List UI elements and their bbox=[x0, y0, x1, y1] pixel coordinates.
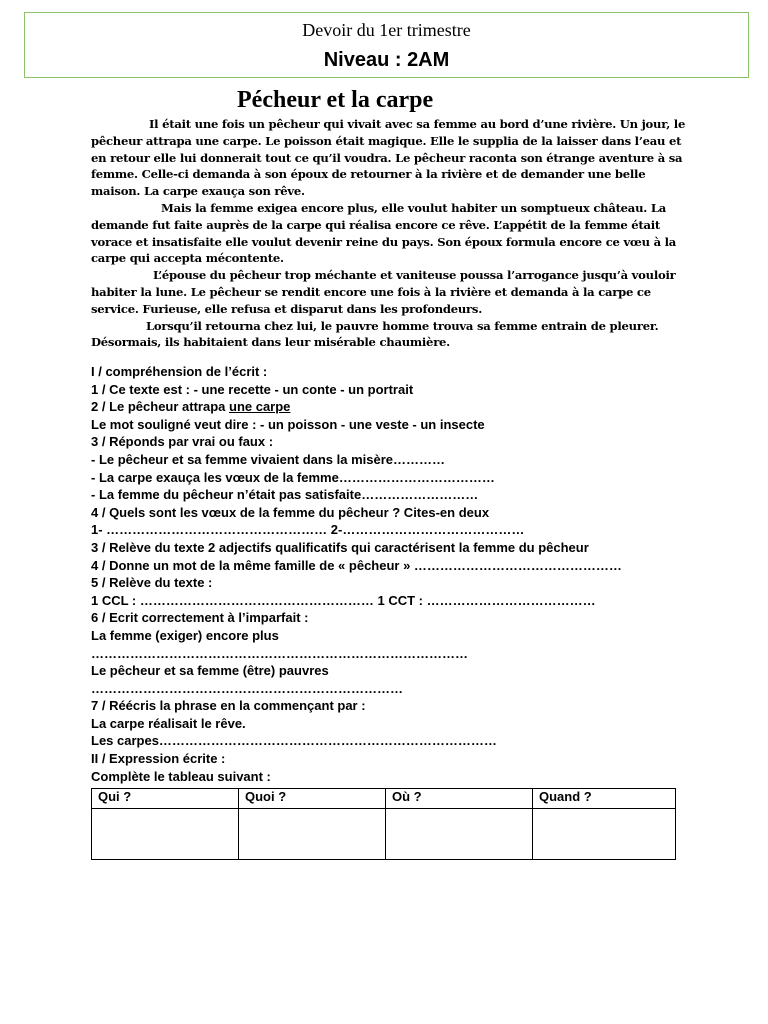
question-line: - La femme du pêcheur n’était pas satisfaite……………………… bbox=[91, 487, 479, 503]
question-line: Le pêcheur et sa femme (être) pauvres bbox=[91, 663, 329, 679]
section-heading: I / compréhension de l’écrit : bbox=[91, 364, 268, 379]
question-line: Le mot souligné veut dire : - un poisson - une veste - un insecte bbox=[91, 416, 485, 432]
table-cell[interactable] bbox=[533, 809, 676, 860]
header-box bbox=[24, 12, 749, 78]
questions-section bbox=[91, 363, 691, 785]
table-header-cell: Quand ? bbox=[533, 789, 676, 809]
section-heading: II / Expression écrite : bbox=[91, 751, 226, 767]
assignment-title: Devoir du 1er trimestre bbox=[302, 20, 471, 40]
table-header-row bbox=[92, 789, 676, 809]
answer-line: Les carpes…………………………………………………………………… bbox=[91, 733, 497, 749]
question-line: 6 / Ecrit correctement à l’imparfait : bbox=[91, 610, 309, 626]
answer-line: …………………………………………………………………………… bbox=[91, 645, 468, 661]
table-cell[interactable] bbox=[92, 809, 239, 860]
answer-line: 1- …………………………………………… 2-…………………………………… bbox=[91, 522, 525, 538]
question-line: - Le pêcheur et sa femme vivaient dans la misère………… bbox=[91, 451, 446, 467]
question-line: Complète le tableau suivant : bbox=[91, 768, 271, 784]
table-cell[interactable] bbox=[239, 809, 386, 860]
question-line: 4 / Donne un mot de la même famille de « pêcheur » ………………………………………… bbox=[91, 557, 622, 573]
question-line: 7 / Réécris la phrase en la commençant par : bbox=[91, 698, 366, 714]
underlined-word: une carpe bbox=[229, 399, 291, 415]
story-paragraph: Mais la femme exigea encore plus, elle voulut habiter un somptueux château. La demande fut faite auprès de la carpe qui réalisa encore ce rêve. L’appétit de la femme était vorace et insatisfaite elle voulut devenir reine du pays. Son époux formula encore ce vœu à la carpe qui accepta mécontente. bbox=[91, 200, 677, 266]
question-line: 1 / Ce texte est : - une recette - un conte - un portrait bbox=[91, 381, 414, 397]
question-line: 4 / Quels sont les vœux de la femme du pêcheur ? Cites-en deux bbox=[91, 504, 490, 520]
story-paragraph: Il était une fois un pêcheur qui vivait avec sa femme au bord d’une rivière. Un jour, le pêcheur attrapa une carpe. Le poisson était magique. Elle le supplia de la laisser dans l’eau et en retour elle lui donnerait tout ce qu’il voudra. Le pêcheur raconta son étrange aventure à sa femme. Celle-ci demanda à son époux de retourner à la rivière et de demander une belle maison. La carpe exauça son rêve. bbox=[91, 117, 686, 199]
question-line: - La carpe exauça les vœux de la femme……………………………… bbox=[91, 469, 495, 485]
story-text bbox=[91, 116, 691, 351]
question-line: 5 / Relève du texte : bbox=[91, 575, 213, 591]
story-paragraph: Lorsqu’il retourna chez lui, le pauvre homme trouva sa femme entrain de pleurer. Désormais, ils habitaient dans leur misérable chaumière. bbox=[91, 318, 659, 350]
table-row bbox=[92, 809, 676, 860]
question-line: La femme (exiger) encore plus bbox=[91, 627, 279, 643]
question-line: 3 / Relève du texte 2 adjectifs qualificatifs qui caractérisent la femme du pêcheur bbox=[91, 539, 589, 555]
question-line bbox=[91, 398, 691, 416]
answer-line: ……………………………………………………………… bbox=[91, 680, 403, 696]
question-line: La carpe réalisait le rêve. bbox=[91, 715, 246, 731]
level-label: Niveau : 2AM bbox=[323, 49, 450, 71]
table-cell[interactable] bbox=[386, 809, 533, 860]
table-header-cell: Qui ? bbox=[92, 789, 239, 809]
answer-table bbox=[91, 788, 676, 860]
question-line: 3 / Réponds par vrai ou faux : bbox=[91, 434, 274, 450]
question-text: 2 / Le pêcheur attrapa bbox=[91, 399, 229, 415]
story-paragraph: L’épouse du pêcheur trop méchante et vaniteuse poussa l’arrogance jusqu’à vouloir habiter la lune. Le pêcheur se rendit encore une fois à la rivière et demanda à la carpe ce service. Furieuse, elle refusa et disparut dans les profondeurs. bbox=[91, 268, 676, 316]
answer-line: 1 CCL : ……………………………………………… 1 CCT : ………………………………… bbox=[91, 592, 596, 608]
table-header-cell: Quoi ? bbox=[239, 789, 386, 809]
story-title: Pécheur et la carpe bbox=[237, 87, 434, 113]
table-header-cell: Où ? bbox=[386, 789, 533, 809]
